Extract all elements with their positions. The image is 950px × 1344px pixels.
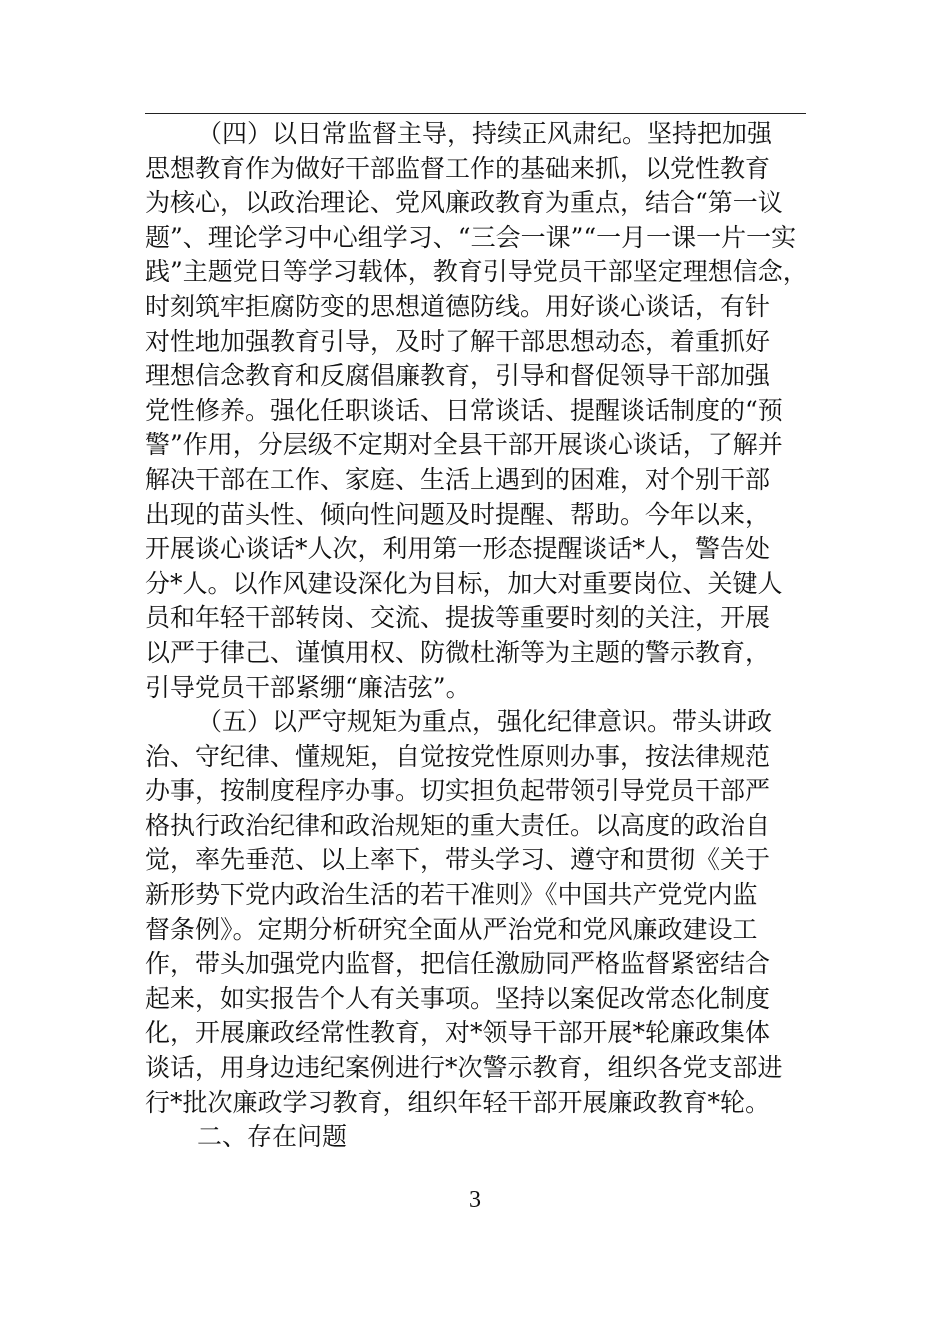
- paragraph-line: 谈话，用身边违纪案例进行*次警示教育，组织各党支部进: [145, 1053, 783, 1083]
- paragraph-line: 员和年轻干部转岗、交流、提拔等重要时刻的关注，开展: [145, 603, 771, 633]
- paragraph-line: 时刻筑牢拒腐防变的思想道德防线。用好谈心谈话，有针: [145, 291, 771, 321]
- header-rule: [145, 113, 806, 114]
- paragraph-4: [145, 117, 806, 705]
- paragraph-line: 格执行政治纪律和政治规矩的重大责任。以高度的政治自: [145, 810, 771, 840]
- page-number: 3: [469, 1187, 481, 1213]
- paragraph-line: 警”作用，分层级不定期对全县干部开展谈心谈话，了解并: [145, 430, 783, 460]
- paragraph-line: （五）以严守规矩为重点，强化纪律意识。带头讲政: [197, 707, 773, 737]
- paragraph-line: 引导党员干部紧绷“廉洁弦”。: [145, 672, 471, 702]
- paragraph-line: 以严于律己、谨慎用权、防微杜渐等为主题的警示教育，: [145, 637, 771, 667]
- paragraph-line: 分*人。以作风建设深化为目标，加大对重要岗位、关键人: [145, 568, 783, 598]
- paragraph-line: 对性地加强教育引导，及时了解干部思想动态，着重抓好: [145, 326, 771, 356]
- section-heading: 二、存在问题: [197, 1122, 348, 1152]
- paragraph-line: 化，开展廉政经常性教育，对*领导干部开展*轮廉政集体: [145, 1018, 771, 1048]
- paragraph-line: （四）以日常监督主导，持续正风肃纪。坚持把加强: [197, 119, 773, 148]
- paragraph-line: 行*批次廉政学习教育，组织年轻干部开展廉政教育*轮。: [145, 1087, 771, 1117]
- paragraph-line: 作，带头加强党内监督，把信任激励同严格监督紧密结合: [145, 949, 771, 979]
- paragraph-line: 解决干部在工作、家庭、生活上遇到的困难，对个别干部: [145, 464, 771, 494]
- document-body: [145, 117, 806, 1155]
- paragraph-line: 起来，如实报告个人有关事项。坚持以案促改常态化制度: [145, 983, 771, 1013]
- paragraph-line: 践”主题党日等学习载体，教育引导党员干部坚定理想信念，: [145, 257, 808, 287]
- paragraph-5: [145, 705, 806, 1120]
- paragraph-line: 思想教育作为做好干部监督工作的基础来抓，以党性教育: [145, 153, 771, 183]
- paragraph-line: 觉，率先垂范、以上率下，带头学习、遵守和贯彻《关于: [145, 845, 771, 875]
- paragraph-line: 办事，按制度程序办事。切实担负起带领引导党员干部严: [145, 776, 771, 806]
- paragraph-line: 题”、理论学习中心组学习、“三会一课”“一月一课一片一实: [145, 222, 797, 252]
- paragraph-line: 治、守纪律、懂规矩，自觉按党性原则办事，按法律规范: [145, 741, 771, 771]
- paragraph-line: 为核心，以政治理论、党风廉政教育为重点，结合“第一议: [145, 188, 783, 218]
- paragraph-line: 开展谈心谈话*人次，利用第一形态提醒谈话*人，警告处: [145, 534, 771, 564]
- paragraph-line: 督条例》。定期分析研究全面从严治党和党风廉政建设工: [145, 914, 758, 944]
- paragraph-line: 出现的苗头性、倾向性问题及时提醒、帮助。今年以来，: [145, 499, 771, 529]
- paragraph-line: 新形势下党内政治生活的若干准则》《中国共产党党内监: [145, 880, 758, 910]
- paragraph-line: 党性修养。强化任职谈话、日常谈话、提醒谈话制度的“预: [145, 395, 783, 425]
- paragraph-line: 理想信念教育和反腐倡廉教育，引导和督促领导干部加强: [145, 361, 771, 391]
